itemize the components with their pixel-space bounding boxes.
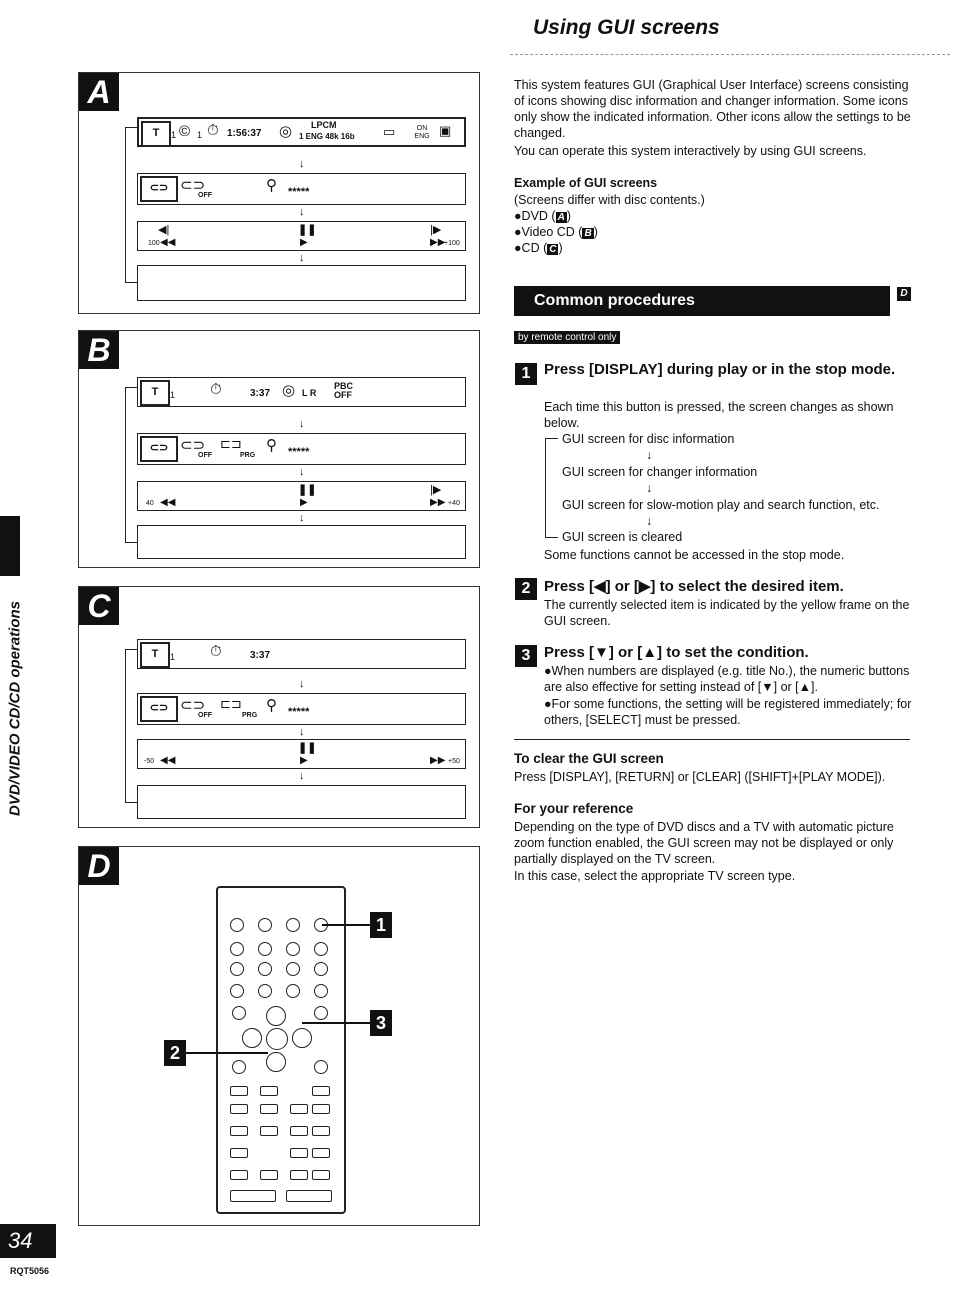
play-icon: ▶ [300,755,308,766]
marker-icon: ⚲ [266,697,277,714]
flow-arrow: ↓ [299,512,305,524]
badge-d: D [897,287,911,301]
slow-forward-icon: |▶ [430,224,442,236]
remote-cursor-left-button[interactable] [242,1028,262,1048]
remote-number-button[interactable] [230,984,244,998]
close-paren: ) [566,209,571,223]
badge-c: C [549,244,557,255]
remote-button[interactable] [312,1086,330,1096]
remote-title-button[interactable] [286,918,300,932]
flow-arrow: ↓ [299,158,305,170]
marker-icon: ⚲ [266,177,277,194]
repeat-icon: ⊂⊃ [180,177,206,194]
remote-button[interactable] [230,1126,248,1136]
repeat-setting: OFF [198,452,212,459]
flow-arrow: ↓ [646,481,653,495]
panel-a-cleared-screen [137,265,466,301]
flow-arrow: ↓ [299,466,305,478]
disc-title-icon [140,642,170,668]
flow-arrow: ↓ [299,726,305,738]
search-forward-icon: ▶▶ [430,237,446,248]
angle-icon: ▣ [439,123,452,138]
intro-paragraph-2: You can operate this system interactively by using GUI screens. [514,144,867,158]
panel-d-letter: D [79,847,119,885]
pbc-setting: PBC OFF [334,381,354,400]
subtitle-icon: ▭ [383,124,396,139]
remote-number-button[interactable] [258,962,272,976]
time-icon: ⏱ [210,381,222,398]
remote-number-button[interactable] [286,962,300,976]
panel-a-slow-search-bar [137,221,466,251]
marker-stars: ***** [288,706,310,718]
play-mode-icon: ⊏⊐ [220,436,242,451]
remote-only-label: by remote control only [514,331,620,344]
badge-b: B [584,228,592,239]
search-forward-icon: ▶▶ [430,755,446,766]
section-divider [514,739,910,740]
changer-icon: ⊂⊃ [140,436,178,462]
remote-button[interactable] [290,1148,308,1158]
chapter-number: 1 [197,130,203,140]
flow-arrow: ↓ [299,418,305,430]
flow-step-changer-info: GUI screen for changer information [562,465,758,479]
panel-b-disc-info-bar [137,377,466,407]
play-icon: ▶ [300,237,308,248]
panel-b [78,330,480,568]
side-tab-label: DVD/VIDEO CD/CD operations [6,600,24,817]
close-paren: ) [593,225,598,239]
remote-number-button[interactable] [314,962,328,976]
repeat-icon: ⊂⊃ [180,437,206,454]
remote-disc-button[interactable] [314,942,328,956]
pause-icon: ❚❚ [298,484,317,496]
remote-button[interactable] [230,1104,248,1114]
flow-arrow: ↓ [646,514,653,528]
badge-a: A [557,212,565,223]
remote-button[interactable] [312,1126,330,1136]
repeat-setting: OFF [198,192,212,199]
changer-icon: ⊂⊃ [140,696,178,722]
panel-a-loop-bracket [125,127,138,283]
step-3-bullet-1: ●When numbers are displayed (e.g. title No.), the numeric buttons are also effective for setting instead of [▼] or [▲]. [544,664,910,694]
remote-number-button[interactable] [230,962,244,976]
disc-icon-text: T [152,127,160,139]
search-rewind-icon: ◀◀ [160,497,176,508]
remote-select-button[interactable] [266,1028,288,1050]
remote-button[interactable] [312,1170,330,1180]
reference-body-2: In this case, select the appropriate TV screen type. [514,869,796,883]
remote-menu-button[interactable] [232,1006,246,1020]
clear-gui-heading: To clear the GUI screen [514,751,664,766]
disc-title-icon [140,380,170,406]
pause-icon: ❚❚ [298,224,317,236]
remote-cursor-right-button[interactable] [292,1028,312,1048]
search-left-value: -50 [144,758,155,765]
time-icon: ⏱ [210,643,222,660]
remote-button[interactable] [260,1126,278,1136]
remote-volume-down-button[interactable] [230,1190,276,1202]
title-number: 1 [171,130,177,140]
step-3-number: 3 [515,645,537,667]
panel-a-letter: A [79,73,119,111]
search-rewind-icon: ◀◀ [160,755,176,766]
remote-control [216,886,346,1214]
step-2-body: The currently selected item is indicated by the yellow frame on the GUI screen. [544,598,910,628]
remote-button[interactable] [290,1170,308,1180]
panel-c-slow-search-bar [137,739,466,769]
elapsed-time: 3:37 [250,388,271,399]
remote-button[interactable] [260,1104,278,1114]
remote-button[interactable] [290,1104,308,1114]
pause-icon: ❚❚ [298,742,317,754]
callout-step-2: 2 [164,1040,186,1066]
panel-b-changer-bar [137,433,466,465]
remote-button[interactable] [260,1170,278,1180]
remote-cursor-up-button[interactable] [266,1006,286,1026]
slow-rewind-icon: ◀| [158,224,170,236]
step-1-number: 1 [515,363,537,385]
flow-arrow: ↓ [299,770,305,782]
panel-b-cleared-screen [137,525,466,559]
remote-return-button[interactable] [314,1006,328,1020]
remote-sleep-button[interactable] [258,918,272,932]
flow-arrow: ↓ [299,252,305,264]
panel-b-loop-bracket [125,387,138,543]
remote-number-button[interactable] [314,984,328,998]
repeat-setting: OFF [198,712,212,719]
flow-loop-line [545,438,558,538]
intro-paragraph: This system features GUI (Graphical User Interface) screens consisting of icons showing disc information and changer information. Some icons only show the indicated information. Other icons allow the settings to be changed. [514,78,911,140]
panel-a [78,72,480,314]
example-cd [514,240,914,258]
time-icon: ⏱ [207,122,219,139]
play-icon: ▶ [300,497,308,508]
remote-button[interactable] [230,1148,248,1158]
search-right-value: +50 [448,758,460,765]
panel-c [78,586,480,828]
repeat-icon: ⊂⊃ [180,697,206,714]
flow-arrow: ↓ [299,206,305,218]
audio-icon: ◎ [279,123,293,140]
document-code: RQT5056 [10,1266,50,1276]
panel-c-cleared-screen [137,785,466,819]
title-number: 1 [170,652,176,662]
search-left-value: 100 [148,240,160,247]
title-number: 1 [170,390,176,400]
step-2-title: Press [◀] or [▶] to select the desired item. [544,578,844,595]
example-heading: Example of GUI screens [514,176,658,190]
audio-format: LPCM [311,120,337,130]
remote-number-button[interactable] [230,942,244,956]
remote-number-button[interactable] [258,942,272,956]
step-3-bullet-2: ●For some functions, the setting will be registered immediately; for others, [SELECT] must be pressed. [544,697,912,727]
step-1-note: Some functions cannot be accessed in the stop mode. [544,548,845,562]
play-mode: PRG [242,712,258,719]
close-paren: ) [558,241,563,255]
disc-title-icon [141,121,171,147]
audio-info: 1 ENG 48k 16b [299,132,355,141]
callout-line-3 [302,1022,370,1024]
disc-icon-text: T [151,386,159,398]
panel-c-changer-bar [137,693,466,725]
example-dvd-label: ●DVD ( [514,209,556,223]
remote-cursor-down-button[interactable] [266,1052,286,1072]
play-mode-icon: ⊏⊐ [220,696,242,711]
callout-line-1 [322,924,370,926]
marker-icon: ⚲ [266,437,277,454]
search-rewind-icon: ◀◀ [160,237,176,248]
clear-gui-body: Press [DISPLAY], [RETURN] or [CLEAR] ([SHIFT]+[PLAY MODE]). [514,770,886,784]
panel-a-changer-bar [137,173,466,205]
marker-stars: ***** [288,186,310,198]
page-number: 34 [0,1224,56,1258]
flow-arrow: ↓ [646,448,653,462]
reference-heading: For your reference [514,801,634,816]
marker-stars: ***** [288,446,310,458]
elapsed-time: 3:37 [250,650,271,661]
search-right-value: +100 [444,240,460,247]
remote-number-button[interactable] [286,942,300,956]
disc-icon-text: T [151,648,159,660]
callout-step-1: 1 [370,912,392,938]
remote-number-button[interactable] [258,984,272,998]
common-procedures-heading: Common procedures [514,286,890,316]
flow-step-cleared: GUI screen is cleared [562,530,683,544]
elapsed-time: 1:56:37 [227,128,262,139]
remote-button[interactable] [232,1060,246,1074]
callout-step-3: 3 [370,1010,392,1036]
remote-button[interactable] [230,1086,248,1096]
panel-c-disc-info-bar [137,639,466,669]
audio-channels: L R [302,388,317,398]
audio-icon: ◎ [282,382,296,399]
flow-arrow: ↓ [299,678,305,690]
remote-button[interactable] [230,918,244,932]
remote-number-button[interactable] [286,984,300,998]
search-forward-icon: ▶▶ [430,497,446,508]
panel-c-letter: C [79,587,119,625]
page-title: Using GUI screens [533,16,720,39]
slow-forward-icon: |▶ [430,484,442,496]
remote-button[interactable] [312,1104,330,1114]
callout-line-2 [186,1052,268,1054]
search-left-value: 40 [146,500,154,507]
flow-step-slow-search: GUI screen for slow-motion play and search function, etc. [562,498,880,512]
example-vcd-label: ●Video CD ( [514,225,583,239]
step-1-title: Press [DISPLAY] during play or in the stop mode. [544,361,896,378]
step-3-title: Press [▼] or [▲] to set the condition. [544,644,809,661]
panel-b-slow-search-bar [137,481,466,511]
remote-button[interactable] [290,1126,308,1136]
play-mode: PRG [240,452,256,459]
panel-b-letter: B [79,331,119,369]
search-right-value: +40 [448,500,460,507]
reference-body: Depending on the type of DVD discs and a TV with automatic picture zoom function enabled, the GUI screen may not be displayed or only partially displayed on the TV screen. [514,820,894,866]
remote-button[interactable] [260,1086,278,1096]
panel-a-disc-info-bar [137,117,466,147]
subtitle-setting: ON ENG [414,125,430,140]
panel-c-loop-bracket [125,649,138,803]
chapter-icon: © [179,123,191,140]
flow-step-disc-info: GUI screen for disc information [562,432,735,446]
changer-icon: ⊂⊃ [140,176,178,202]
step-1-body: Each time this button is pressed, the screen changes as shown below. [544,400,894,430]
example-note: (Screens differ with disc contents.) [514,193,705,207]
title-divider [510,54,950,55]
remote-button[interactable] [314,1060,328,1074]
remote-button[interactable] [312,1148,330,1158]
remote-button[interactable] [230,1170,248,1180]
example-cd-label: ●CD ( [514,241,548,255]
step-2-number: 2 [515,578,537,600]
remote-volume-up-button[interactable] [286,1190,332,1202]
